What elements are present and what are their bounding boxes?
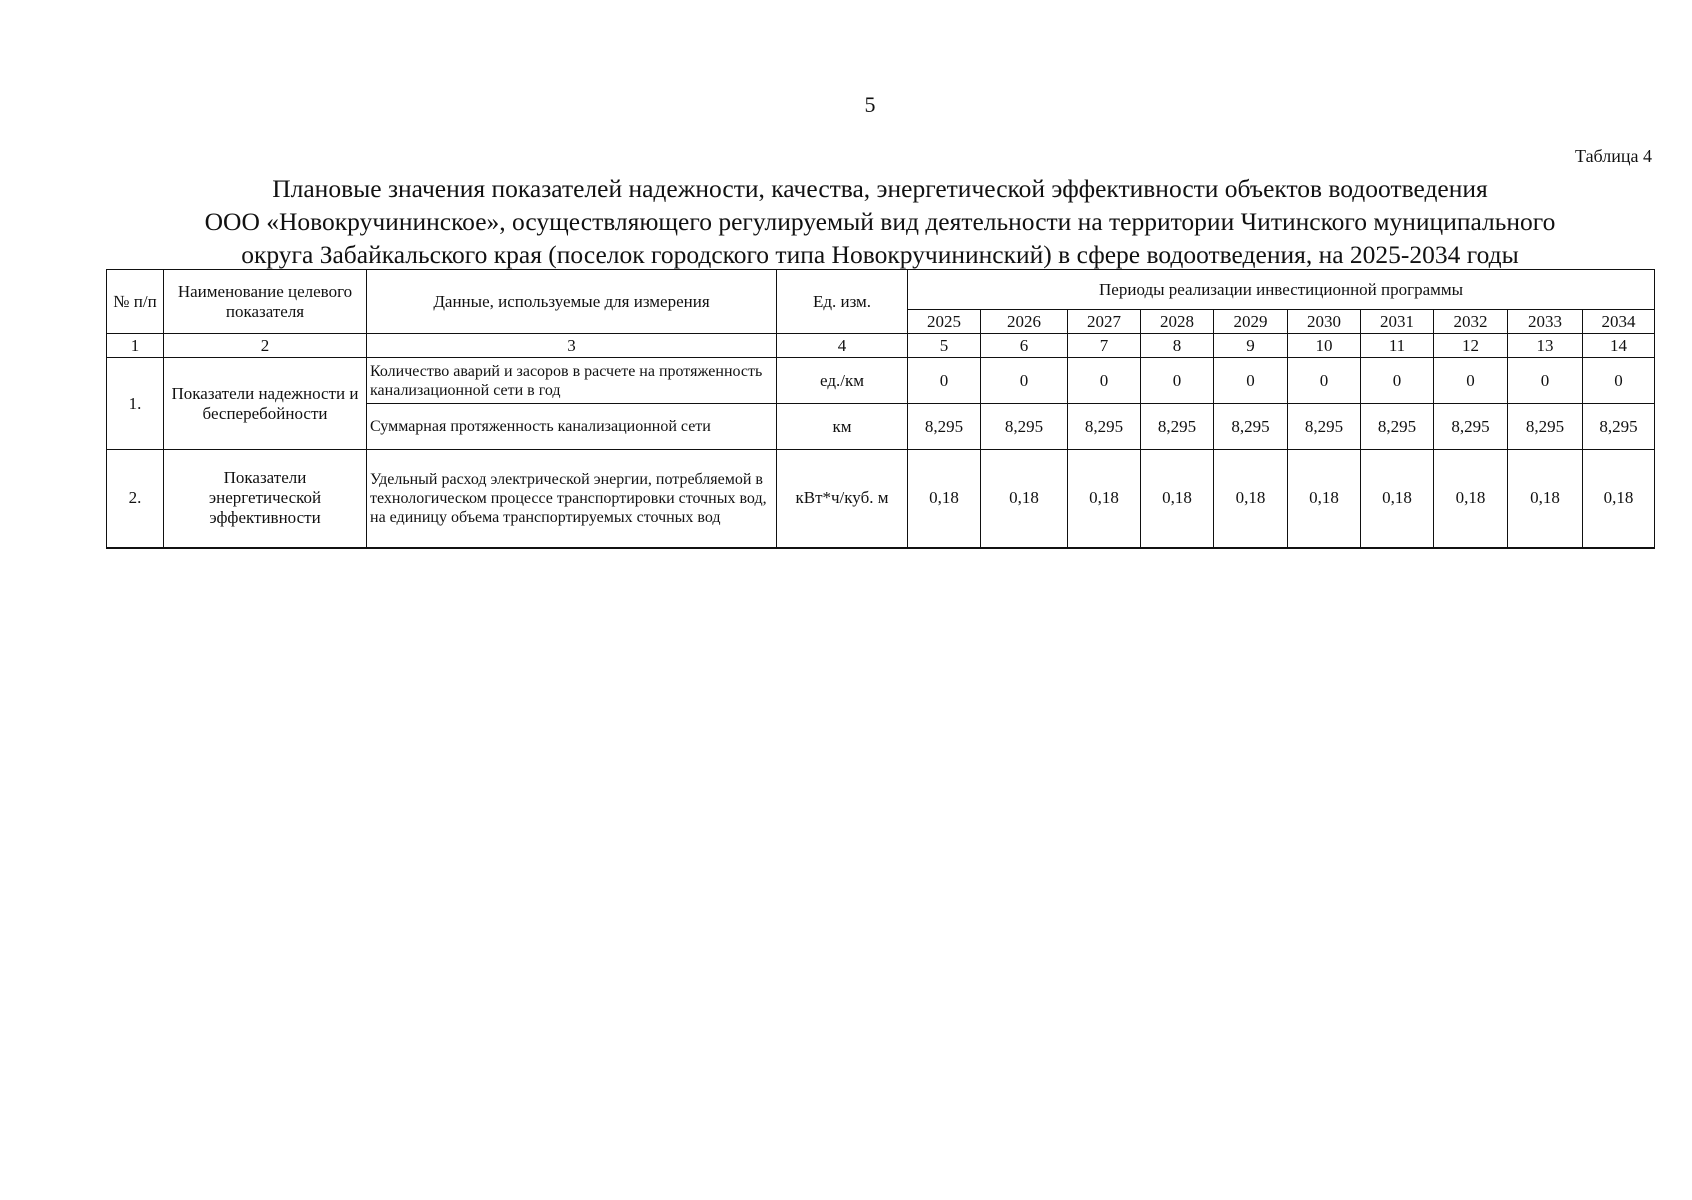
value-cell: 0 <box>1508 358 1583 404</box>
value-cell: 8,295 <box>1288 404 1361 450</box>
value-cell: 0,18 <box>1508 450 1583 548</box>
column-number: 1 <box>107 334 164 358</box>
column-number: 11 <box>1361 334 1434 358</box>
table-row <box>107 450 1655 548</box>
header-year: 2029 <box>1214 310 1288 334</box>
header-year: 2028 <box>1141 310 1214 334</box>
table-title <box>100 172 1660 271</box>
value-cell: 0,18 <box>908 450 981 548</box>
row-num: 1. <box>107 358 164 450</box>
header-year: 2032 <box>1434 310 1508 334</box>
value-cell: 8,295 <box>981 404 1068 450</box>
value-cell: 0,18 <box>1068 450 1141 548</box>
column-number: 2 <box>164 334 367 358</box>
value-cell: 0,18 <box>1361 450 1434 548</box>
column-number: 13 <box>1508 334 1583 358</box>
value-cell: 0,18 <box>1434 450 1508 548</box>
header-year: 2026 <box>981 310 1068 334</box>
value-cell: 8,295 <box>1583 404 1655 450</box>
indicators-table <box>106 269 1655 549</box>
value-cell: 8,295 <box>1361 404 1434 450</box>
row-unit: км <box>777 404 908 450</box>
header-unit: Ед. изм. <box>777 270 908 334</box>
header-data: Данные, используемые для измерения <box>367 270 777 334</box>
row-indicator: Показатели надежности и бесперебойности <box>164 358 367 450</box>
value-cell: 0 <box>1288 358 1361 404</box>
column-number: 4 <box>777 334 908 358</box>
row-unit: ед./км <box>777 358 908 404</box>
column-number: 10 <box>1288 334 1361 358</box>
column-number-row <box>107 334 1655 358</box>
column-number: 6 <box>981 334 1068 358</box>
header-year: 2030 <box>1288 310 1361 334</box>
value-cell: 8,295 <box>1434 404 1508 450</box>
value-cell: 0,18 <box>1583 450 1655 548</box>
column-number: 12 <box>1434 334 1508 358</box>
value-cell: 0,18 <box>981 450 1068 548</box>
header-year: 2025 <box>908 310 981 334</box>
header-indicator: Наименование целевого показателя <box>164 270 367 334</box>
value-cell: 0,18 <box>1214 450 1288 548</box>
table-row <box>107 358 1655 404</box>
value-cell: 0 <box>1434 358 1508 404</box>
table-label: Таблица 4 <box>1575 146 1652 166</box>
value-cell: 0 <box>981 358 1068 404</box>
header-year: 2033 <box>1508 310 1583 334</box>
column-number: 3 <box>367 334 777 358</box>
row-unit: кВт*ч/куб. м <box>777 450 908 548</box>
title-line-1: Плановые значения показателей надежности, качества, энергетической эффективности объектов водоотведения <box>272 174 1488 203</box>
title-line-2: ООО «Новокручининское», осуществляющего регулируемый вид деятельности на территории Читинского муниципального <box>204 207 1556 236</box>
title-line-3: округа Забайкальского края (поселок городского типа Новокручининский) в сфере водоотведения, на 2025-2034 годы <box>241 240 1519 269</box>
value-cell: 0 <box>1583 358 1655 404</box>
page-number: 5 <box>864 92 876 117</box>
header-year: 2027 <box>1068 310 1141 334</box>
column-number: 8 <box>1141 334 1214 358</box>
value-cell: 0,18 <box>1288 450 1361 548</box>
value-cell: 8,295 <box>1508 404 1583 450</box>
row-data: Количество аварий и засоров в расчете на протяженность канализационной сети в год <box>367 358 777 404</box>
row-data: Удельный расход электрической энергии, потребляемой в технологическом процессе транспортировки сточных вод, на единицу объема транспортируемых сточных вод <box>367 450 777 548</box>
value-cell: 0 <box>1141 358 1214 404</box>
header-year: 2034 <box>1583 310 1655 334</box>
value-cell: 8,295 <box>1214 404 1288 450</box>
value-cell: 0 <box>908 358 981 404</box>
table-body <box>107 358 1655 548</box>
column-number: 7 <box>1068 334 1141 358</box>
header-num: № п/п <box>107 270 164 334</box>
row-data: Суммарная протяженность канализационной сети <box>367 404 777 450</box>
column-number: 5 <box>908 334 981 358</box>
column-number: 9 <box>1214 334 1288 358</box>
value-cell: 8,295 <box>1141 404 1214 450</box>
value-cell: 0,18 <box>1141 450 1214 548</box>
row-indicator: Показатели энергетической эффективности <box>164 450 367 548</box>
header-periods: Периоды реализации инвестиционной программы <box>908 270 1655 310</box>
column-number: 14 <box>1583 334 1655 358</box>
value-cell: 0 <box>1214 358 1288 404</box>
row-num: 2. <box>107 450 164 548</box>
value-cell: 0 <box>1361 358 1434 404</box>
value-cell: 8,295 <box>908 404 981 450</box>
value-cell: 0 <box>1068 358 1141 404</box>
value-cell: 8,295 <box>1068 404 1141 450</box>
header-year: 2031 <box>1361 310 1434 334</box>
table-header <box>107 270 1655 358</box>
